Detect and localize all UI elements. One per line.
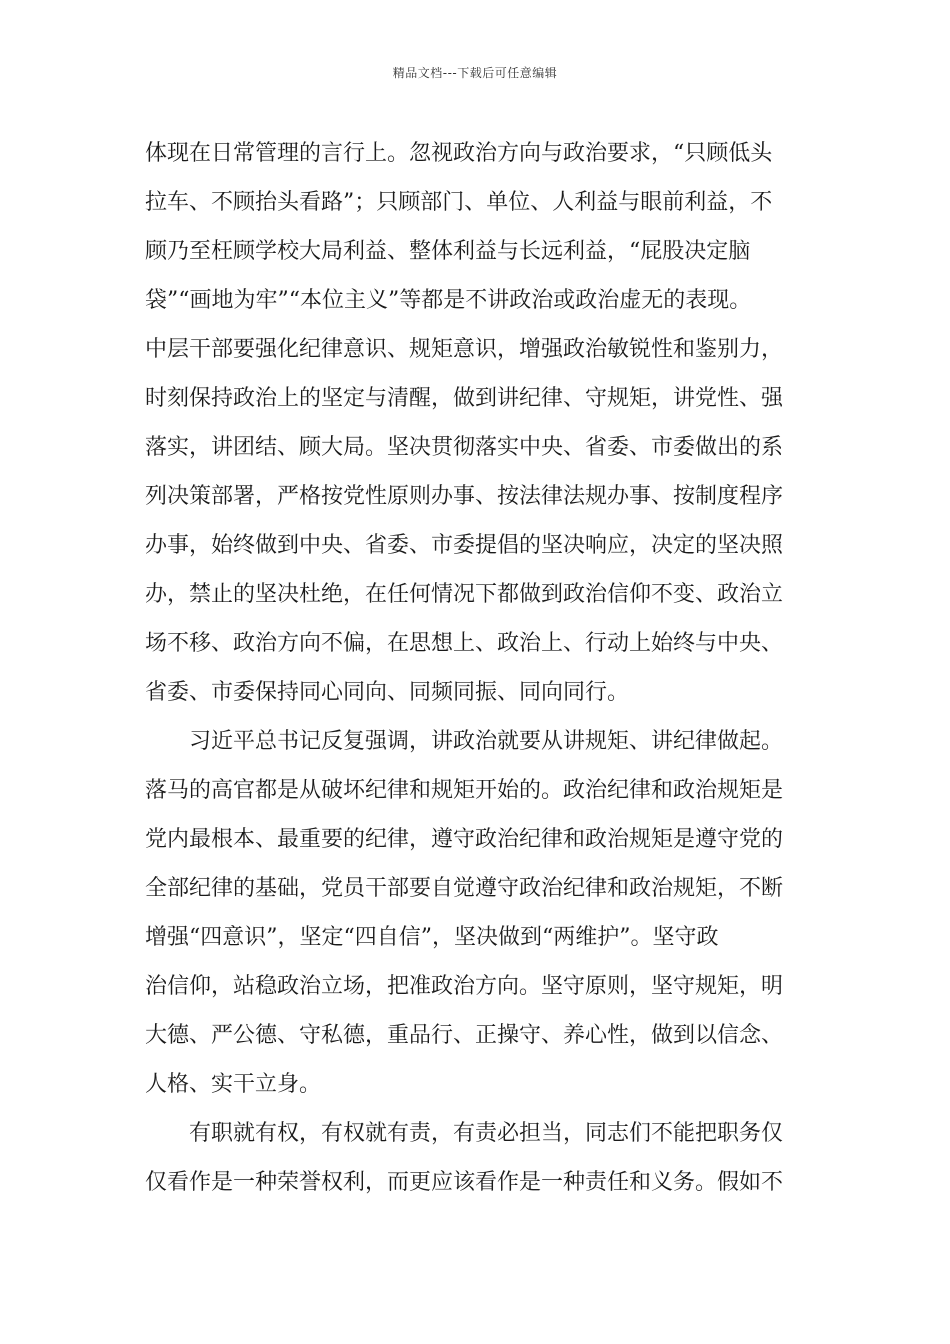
text-line: 场不移、政治方向不偏，在思想上、政治上、行动上始终与中央、 — [145, 631, 784, 656]
text-line: 顾乃至枉顾学校大局利益、整体利益与长远利益，“屁股决定脑 — [145, 239, 751, 264]
text-line: 办事，始终做到中央、省委、市委提倡的坚决响应，决定的坚决照 — [145, 533, 784, 558]
text-line: 省委、市委保持同心同向、同频同振、同向同行。 — [145, 680, 630, 705]
text-line: 全部纪律的基础，党员干部要自觉遵守政治纪律和政治规矩，不断 — [145, 876, 784, 901]
text-line: 体现在日常管理的言行上。忽视政治方向与政治要求，“只顾低头 — [145, 141, 773, 166]
text-line: 拉车、不顾抬头看路”；只顾部门、单位、人利益与眼前利益，不 — [145, 190, 773, 215]
text-line: 落实，讲团结、顾大局。坚决贯彻落实中央、省委、市委做出的系 — [145, 435, 784, 460]
text-line: 大德、严公德、守私德，重品行、正操守、养心性，做到以信念、 — [145, 1023, 784, 1048]
text-line: 办，禁止的坚决杜绝，在任何情况下都做到政治信仰不变、政治立 — [145, 582, 784, 607]
text-line: 仅看作是一种荣誉权利，而更应该看作是一种责任和义务。假如不 — [145, 1170, 784, 1195]
text-line: 增强“四意识”，坚定“四自信”，坚决做到“两维护”。坚守政 — [145, 925, 719, 950]
paragraph-first-line: 习近平总书记反复强调，讲政治就要从讲规矩、讲纪律做起。 — [189, 729, 784, 754]
text-line: 党内最根本、最重要的纪律，遵守政治纪律和政治规矩是遵守党的 — [145, 827, 784, 852]
body-text — [145, 129, 810, 1207]
text-line: 列决策部署，严格按党性原则办事、按法律法规办事、按制度程序 — [145, 484, 784, 509]
text-line: 中层干部要强化纪律意识、规矩意识，增强政治敏锐性和鉴别力， — [145, 337, 784, 362]
text-line: 人格、实干立身。 — [145, 1072, 322, 1097]
text-line: 治信仰，站稳政治立场，把准政治方向。坚守原则，坚守规矩，明 — [145, 974, 784, 999]
text-line: 落马的高官都是从破坏纪律和规矩开始的。政治纪律和政治规矩是 — [145, 778, 784, 803]
text-line: 袋”“画地为牢”“本位主义”等都是不讲政治或政治虚无的表现。 — [145, 288, 752, 313]
paragraph-first-line: 有职就有权，有权就有责，有责必担当，同志们不能把职务仅 — [189, 1121, 784, 1146]
text-line: 时刻保持政治上的坚定与清醒，做到讲纪律、守规矩，讲党性、强 — [145, 386, 784, 411]
page-header: 精品文档---下载后可任意编辑 — [392, 66, 558, 80]
